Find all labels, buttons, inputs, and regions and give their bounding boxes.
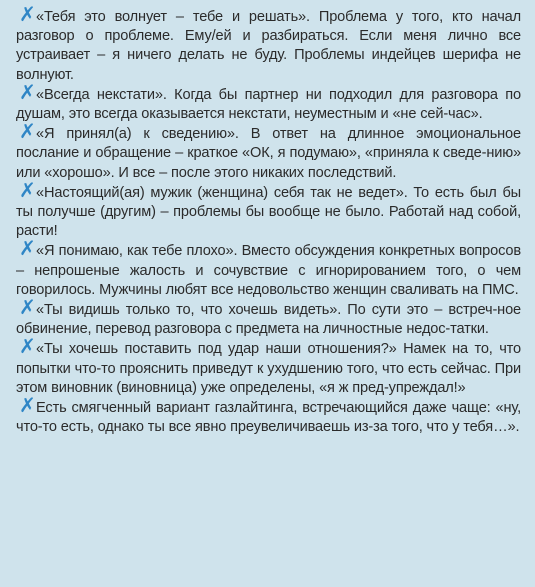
list-item-text: Есть смягченный вариант газлайтинга, встречающийся даже чаще: «ну, что-то есть, однако ты все явно преувеличиваешь из-за того, что у тебя…».	[16, 400, 521, 436]
list-item: ✗ «Всегда некстати». Когда бы партнер ни подходил для разговора по душам, это всегда оказывается некстати, неуместным и «не сей-час».	[16, 81, 521, 123]
list-item-text: «Всегда некстати». Когда бы партнер ни подходил для разговора по душам, это всегда оказывается некстати, неуместным и «не сей-час».	[16, 86, 521, 123]
list-item: ✗ «Ты хочешь поставить под удар наши отношения?» Намек на то, что попытки что-то прояснить приведут к ухудшению того, что есть сейчас. При этом виновник (виновница) уже определены, «я ж пред-упреждал!»	[16, 336, 521, 396]
list-item: ✗ Есть смягченный вариант газлайтинга, встречающийся даже чаще: «ну, что-то есть, однако ты все явно преувеличиваешь из-за того, что у тебя…».	[16, 395, 521, 436]
list-item-text: «Ты хочешь поставить под удар наши отношения?» Намек на то, что попытки что-то прояснить приведут к ухудшению того, что есть сейчас. При этом виновник (виновница) уже определены, «я ж пред-упреждал!»	[16, 341, 521, 396]
list-item: ✗ «Тебя это волнует – тебе и решать». Проблема у того, кто начал разговор о проблеме. Ему/ей и разбираться. Если меня лично все устраивает – я ничего делать не буду. Проблемы индейцев шерифа не волнуют.	[16, 4, 521, 83]
list-item-text: «Я понимаю, как тебе плохо». Вместо обсуждения конкретных вопросов – непрошеные жалость и сочувствие с игнорированием того, о чем говорилось. Мужчины любят все недовольство женщин сваливать на ПМС.	[16, 243, 521, 298]
list-item-text: «Настоящий(ая) мужик (женщина) себя так не ведет». То есть был бы ты получше (другим) – проблемы бы вообще не было. Работай над собой, расти!	[16, 184, 521, 240]
list-item: ✗ «Я принял(а) к сведению». В ответ на длинное эмоциональное послание и обращение – краткое «ОК, я подумаю», «приняла к сведе-нию» или «хорошо». И все – после этого никаких последствий.	[16, 121, 521, 181]
list-item: ✗ «Настоящий(ая) мужик (женщина) себя так не ведет». То есть был бы ты получше (другим) – проблемы бы вообще не было. Работай над собой, расти!	[16, 179, 521, 240]
list-item-text: «Я принял(а) к сведению». В ответ на длинное эмоциональное послание и обращение – краткое «ОК, я подумаю», «приняла к сведе-нию» или «хорошо». И все – после этого никаких последствий.	[16, 126, 521, 181]
list-item-text: «Тебя это волнует – тебе и решать». Проблема у того, кто начал разговор о проблеме. Ему/ей и разбираться. Если меня лично все устраивает – я ничего делать не буду. Проблемы индейцев шерифа не волнуют.	[16, 9, 521, 83]
list-item: ✗ «Я понимаю, как тебе плохо». Вместо обсуждения конкретных вопросов – непрошеные жалость и сочувствие с игнорированием того, о чем говорилось. Мужчины любят все недовольство женщин сваливать на ПМС.	[16, 238, 521, 298]
list-item-text: «Ты видишь только то, что хочешь видеть». По сути это – встреч-ное обвинение, перевод разговора с предмета на личностные недос-татки.	[16, 302, 521, 338]
list-item: ✗ «Ты видишь только то, что хочешь видеть». По сути это – встреч-ное обвинение, перевод разговора с предмета на личностные недос-татки.	[16, 297, 521, 338]
